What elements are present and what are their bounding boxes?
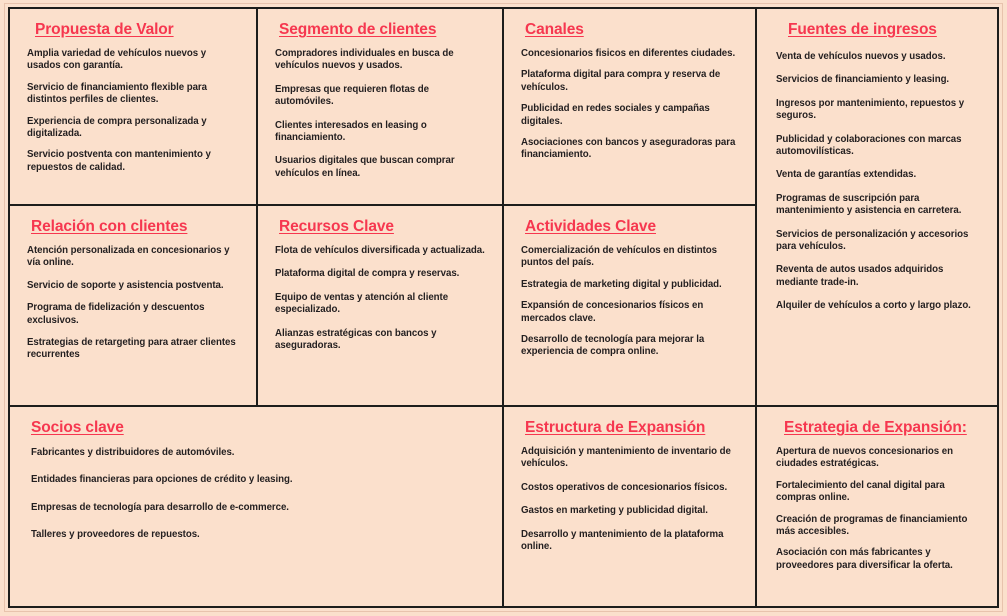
list-item: Estrategias de retargeting para atraer clientes recurrentes xyxy=(27,337,236,361)
block-title-expansion-strategy: Estrategia de Expansión: xyxy=(784,419,967,436)
list-item: Talleres y proveedores de repuestos. xyxy=(31,529,200,541)
list-item: Servicios de financiamiento y leasing. xyxy=(776,74,950,86)
list-item: Fortalecimiento del canal digital para compras online. xyxy=(776,479,945,504)
block-items-key-partners xyxy=(27,447,488,542)
block-title-channels: Canales xyxy=(525,21,584,38)
list-item: Empresas de tecnología para desarrollo de e-commerce. xyxy=(31,501,289,513)
list-item: Entidades financieras para opciones de crédito y leasing. xyxy=(31,474,293,486)
list-item: Asociación con más fabricantes y proveedores para diversificar la oferta. xyxy=(776,547,953,571)
list-item: Servicio de soporte y asistencia postventa. xyxy=(27,279,224,291)
block-items-value-proposition xyxy=(27,48,242,174)
business-model-canvas xyxy=(4,3,1003,612)
block-title-customer-relationships: Relación con clientes xyxy=(31,218,188,235)
list-item: Alquiler de vehículos a corto y largo plazo. xyxy=(776,300,971,312)
list-item: Plataforma digital de compra y reservas. xyxy=(275,268,460,280)
block-title-key-partners: Socios clave xyxy=(31,419,124,436)
canvas-block-key-partners xyxy=(10,407,504,606)
canvas-block-customer-segments xyxy=(258,9,504,206)
list-item: Flota de vehículos diversificada y actualizada. xyxy=(275,245,485,256)
list-item: Desarrollo y mantenimiento de la plataforma online. xyxy=(521,528,724,553)
list-item: Publicidad y colaboraciones con marcas automovilísticas. xyxy=(776,133,962,158)
list-item: Equipo de ventas y atención al cliente especializado. xyxy=(275,291,449,316)
list-item: Programa de fidelización y descuentos exclusivos. xyxy=(27,302,205,326)
canvas-block-customer-relationships xyxy=(10,206,258,407)
canvas-block-value-proposition xyxy=(10,9,258,206)
list-item: Asociaciones con bancos y aseguradoras para financiamiento. xyxy=(521,137,736,161)
canvas-block-key-resources xyxy=(258,206,504,407)
canvas-block-channels xyxy=(504,9,757,206)
list-item: Plataforma digital para compra y reserva de vehículos. xyxy=(521,69,721,93)
list-item: Adquisición y mantenimiento de inventario de vehículos. xyxy=(521,446,731,470)
list-item: Gastos en marketing y publicidad digital. xyxy=(521,505,708,517)
list-item: Creación de programas de financiamiento más accesibles. xyxy=(776,513,968,538)
canvas-block-cost-structure xyxy=(504,407,757,606)
list-item: Empresas que requieren flotas de automóviles. xyxy=(275,83,429,108)
list-item: Alianzas estratégicas con bancos y aseguradoras. xyxy=(275,327,437,352)
block-items-key-activities xyxy=(521,245,741,359)
list-item: Servicio postventa con mantenimiento y repuestos de calidad. xyxy=(27,149,211,173)
list-item: Reventa de autos usados adquiridos mediante trade-in. xyxy=(776,264,944,288)
list-item: Servicios de personalización y accesorios para vehículos. xyxy=(776,228,969,253)
list-item: Estrategia de marketing digital y publicidad. xyxy=(521,278,722,290)
list-item: Servicio de financiamiento flexible para distintos perfiles de clientes. xyxy=(27,81,207,106)
block-title-key-activities: Actividades Clave xyxy=(525,218,656,235)
block-items-channels xyxy=(521,48,741,162)
block-items-customer-relationships xyxy=(27,245,242,362)
canvas-grid xyxy=(8,7,999,608)
list-item: Amplia variedad de vehículos nuevos y usados con garantía. xyxy=(27,48,207,72)
list-item: Comercialización de vehículos en distintos puntos del país. xyxy=(521,245,718,269)
list-item: Clientes interesados en leasing o financiamiento. xyxy=(275,119,427,144)
canvas-block-expansion-strategy xyxy=(757,407,997,606)
block-items-key-resources xyxy=(275,245,488,352)
list-item: Atención personalizada en concesionarios y vía online. xyxy=(27,245,230,269)
list-item: Venta de garantías extendidas. xyxy=(776,169,917,181)
block-title-cost-structure: Estructura de Expansión xyxy=(525,419,706,436)
list-item: Compradores individuales en busca de vehículos nuevos y usados. xyxy=(275,48,454,72)
list-item: Desarrollo de tecnología para mejorar la experiencia de compra online. xyxy=(521,334,705,358)
list-item: Apertura de nuevos concesionarios en ciudades estratégicas. xyxy=(776,446,953,470)
block-title-key-resources: Recursos Clave xyxy=(279,218,394,235)
canvas-block-key-activities xyxy=(504,206,757,407)
canvas-block-revenue-streams xyxy=(757,9,997,407)
block-items-expansion-strategy xyxy=(774,446,983,572)
list-item: Usuarios digitales que buscan comprar vehículos en línea. xyxy=(275,155,455,179)
block-title-revenue-streams: Fuentes de ingresos xyxy=(788,21,937,38)
block-items-customer-segments xyxy=(275,48,488,180)
block-title-customer-segments: Segmento de clientes xyxy=(279,21,437,38)
list-item: Ingresos por mantenimiento, repuestos y seguros. xyxy=(776,97,965,122)
list-item: Concesionarios fisicos en diferentes ciudades. xyxy=(521,48,736,59)
list-item: Programas de suscripción para mantenimiento y asistencia en carretera. xyxy=(776,192,962,217)
list-item: Experiencia de compra personalizada y digitalizada. xyxy=(27,115,207,140)
block-title-value-proposition: Propuesta de Valor xyxy=(35,21,174,38)
list-item: Expansión de concesionarios físicos en mercados clave. xyxy=(521,300,704,324)
list-item: Costos operativos de concesionarios físicos. xyxy=(521,481,728,493)
list-item: Venta de vehículos nuevos y usados. xyxy=(776,51,946,62)
block-items-revenue-streams xyxy=(774,51,983,313)
list-item: Publicidad en redes sociales y campañas digitales. xyxy=(521,103,710,127)
list-item: Fabricantes y distribuidores de automóviles. xyxy=(31,447,235,458)
block-items-cost-structure xyxy=(521,446,741,553)
